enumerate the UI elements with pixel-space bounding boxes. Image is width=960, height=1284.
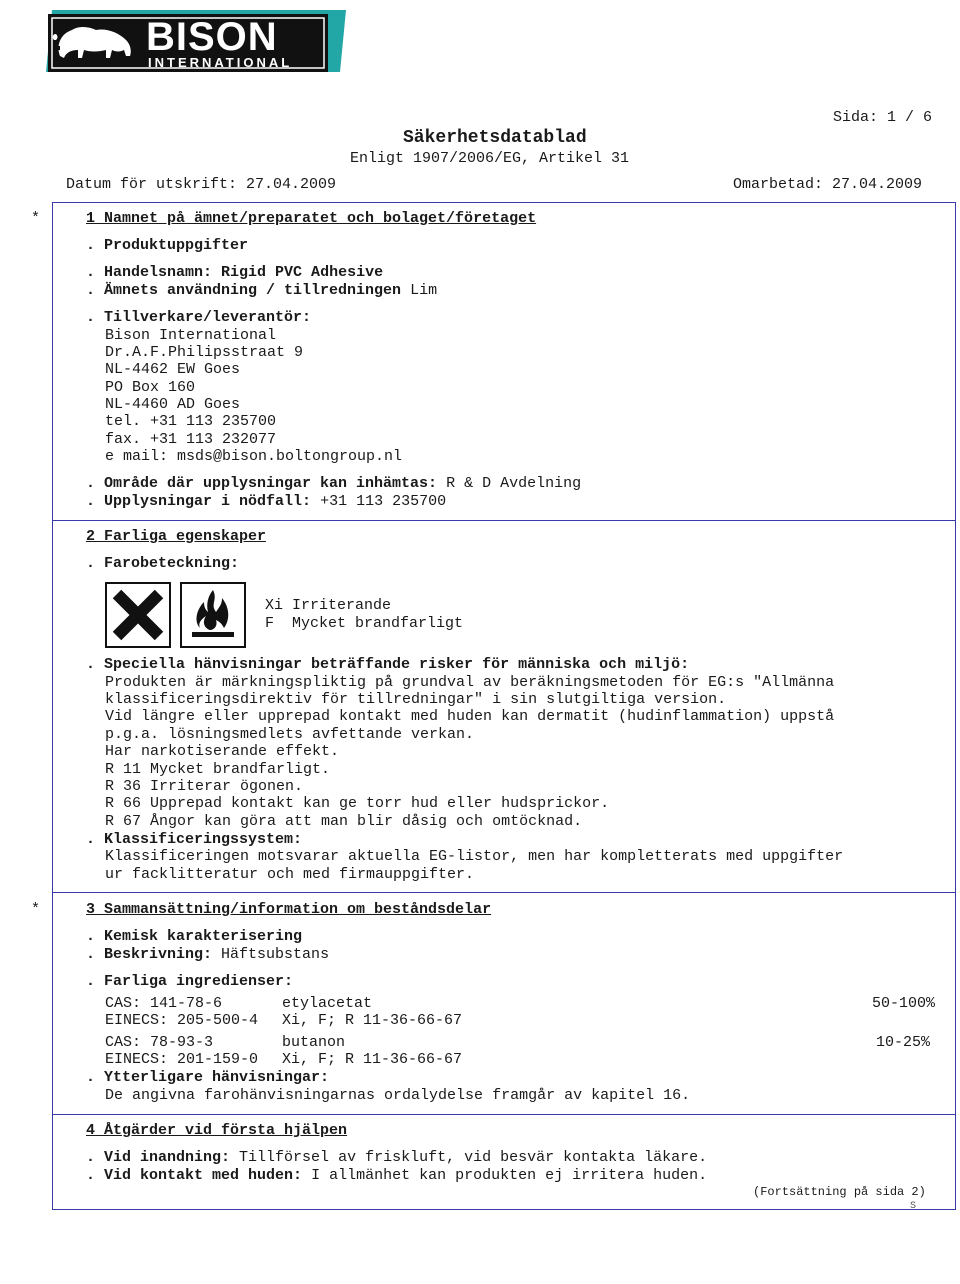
email-line: e mail: msds@bison.boltongroup.nl xyxy=(105,448,403,465)
ingredients-label: . Farliga ingredienser: xyxy=(86,973,294,990)
special-note-line: Produkten är märkningspliktig på grundval av beräkningsmetoden för EG:s "Allmänna xyxy=(105,674,835,691)
trade-name-label: . Handelsnamn: xyxy=(86,264,213,281)
emergency-value: +31 113 235700 xyxy=(320,493,447,510)
emergency-row xyxy=(86,493,446,510)
usage-label: . Ämnets användning / tillredningen xyxy=(86,282,402,299)
special-note-line: R 66 Upprepad kontakt kan ge torr hud eller hudsprickor. xyxy=(105,795,610,812)
skin-contact-label: . Vid kontakt med huden: xyxy=(86,1167,303,1184)
revision-star: * xyxy=(31,901,41,918)
product-info-label: . Produktuppgifter xyxy=(86,237,249,254)
section-2-heading: 2 Farliga egenskaper xyxy=(86,528,267,545)
special-note-line: Vid längre eller upprepad kontakt med huden kan dermatit (hudinflammation) uppstå xyxy=(105,708,835,725)
document-subtitle: Enligt 1907/2006/EG, Artikel 31 xyxy=(350,150,630,167)
section-4-heading: 4 Åtgärder vid första hjälpen xyxy=(86,1122,348,1139)
page-number: Sida: 1 / 6 xyxy=(833,109,933,126)
extra-notes-label: . Ytterligare hänvisningar: xyxy=(86,1069,330,1086)
ingredient-einecs: EINECS: 205-500-4 xyxy=(105,1012,259,1029)
special-notes-label: . Speciella hänvisningar beträffande risker för människa och miljö: xyxy=(86,656,690,673)
address-line: Bison International xyxy=(105,327,277,344)
inhalation-value: Tillförsel av friskluft, vid besvär kontakta läkare. xyxy=(239,1149,708,1166)
flame-icon xyxy=(180,582,246,648)
section-1-heading: 1 Namnet på ämnet/preparatet och bolaget/företaget xyxy=(86,210,537,227)
ingredient-einecs: EINECS: 201-159-0 xyxy=(105,1051,259,1068)
irritant-cross-icon xyxy=(105,582,171,648)
revision-star: * xyxy=(31,210,41,227)
ingredient-percent: 10-25% xyxy=(875,1034,930,1051)
hazard-f-text: F Mycket brandfarligt xyxy=(265,615,464,632)
classification-line: ur facklitteratur och med firmauppgifter. xyxy=(105,866,475,883)
ingredient-name: etylacetat xyxy=(282,995,373,1012)
phone-line: tel. +31 113 235700 xyxy=(105,413,277,430)
brand-text: BISON xyxy=(146,15,278,59)
trade-name-row xyxy=(86,264,383,281)
info-dept-row xyxy=(86,475,581,492)
usage-value: Lim xyxy=(410,282,438,299)
description-label: . Beskrivning: xyxy=(86,946,213,963)
ingredient-class: Xi, F; R 11-36-66-67 xyxy=(282,1012,463,1029)
ingredient-name: butanon xyxy=(282,1034,346,1051)
special-note-line: R 36 Irriterar ögonen. xyxy=(105,778,304,795)
revised-date: Omarbetad: 27.04.2009 xyxy=(733,176,923,193)
skin-contact-row xyxy=(86,1167,707,1184)
classification-line: Klassificeringen motsvarar aktuella EG-listor, men har kompletterats med uppgifter xyxy=(105,848,844,865)
inhalation-label: . Vid inandning: xyxy=(86,1149,231,1166)
emergency-label: . Upplysningar i nödfall: xyxy=(86,493,312,510)
fax-line: fax. +31 113 232077 xyxy=(105,431,277,448)
classification-label: . Klassificeringssystem: xyxy=(86,831,303,848)
special-note-line: klassificeringsdirektiv för tillredningar" i sin slutgiltiga version. xyxy=(105,691,727,708)
special-note-line: R 11 Mycket brandfarligt. xyxy=(105,761,331,778)
ingredient-cas: CAS: 78-93-3 xyxy=(105,1034,214,1051)
trade-name-value: Rigid PVC Adhesive xyxy=(221,264,384,281)
info-dept-value: R & D Avdelning xyxy=(446,475,582,492)
special-note-line: R 67 Ångor kan göra att man blir dåsig och omtöcknad. xyxy=(105,813,583,830)
address-line: NL-4460 AD Goes xyxy=(105,396,241,413)
section-3-heading: 3 Sammansättning/information om beståndsdelar xyxy=(86,901,492,918)
description-row xyxy=(86,946,329,963)
skin-contact-value: I allmänhet kan produkten ej irritera huden. xyxy=(311,1167,708,1184)
ingredient-cas: CAS: 141-78-6 xyxy=(105,995,223,1012)
usage-row xyxy=(86,282,437,299)
bison-logo xyxy=(46,6,348,76)
special-note-line: Har narkotiserande effekt. xyxy=(105,743,340,760)
address-line: Dr.A.F.Philipsstraat 9 xyxy=(105,344,304,361)
address-line: PO Box 160 xyxy=(105,379,196,396)
special-note-line: p.g.a. lösningsmedlets avfettande verkan. xyxy=(105,726,475,743)
ingredient-percent: 50-100% xyxy=(871,995,935,1012)
chem-characterization-label: . Kemisk karakterisering xyxy=(86,928,303,945)
document-title: Säkerhetsdatablad xyxy=(403,128,587,148)
address-line: NL-4462 EW Goes xyxy=(105,361,241,378)
ingredient-class: Xi, F; R 11-36-66-67 xyxy=(282,1051,463,1068)
hazard-xi-text: Xi Irriterande xyxy=(265,597,392,614)
footer-mark: S xyxy=(910,1201,917,1212)
info-dept-label: . Område där upplysningar kan inhämtas: xyxy=(86,475,438,492)
description-value: Häftsubstans xyxy=(221,946,330,963)
brand-subtext: INTERNATIONAL xyxy=(148,55,293,70)
manufacturer-label: . Tillverkare/leverantör: xyxy=(86,309,312,326)
extra-notes-text: De angivna farohänvisningarnas ordalydelse framgår av kapitel 16. xyxy=(105,1087,691,1104)
continued-note: (Fortsättning på sida 2) xyxy=(753,1185,926,1199)
inhalation-row xyxy=(86,1149,707,1166)
print-date: Datum för utskrift: 27.04.2009 xyxy=(66,176,337,193)
hazard-label: . Farobeteckning: xyxy=(86,555,240,572)
